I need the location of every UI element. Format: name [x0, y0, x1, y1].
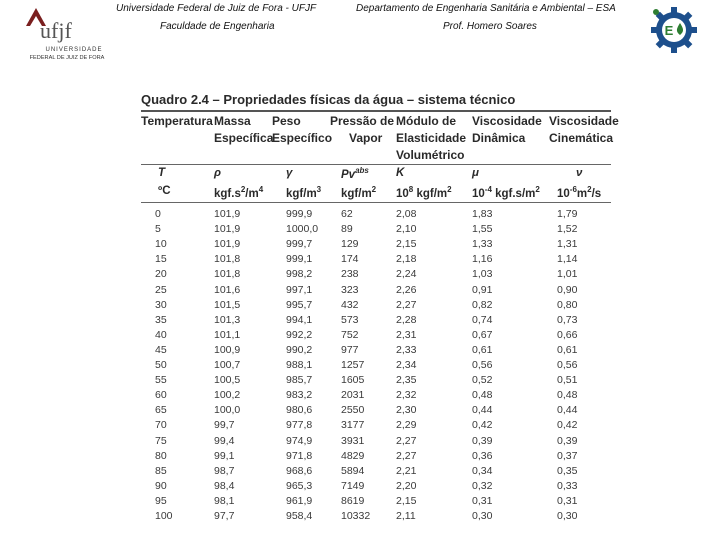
cell-vapor-pressure: 8619 — [341, 494, 365, 507]
cell-vapor-pressure: 10332 — [341, 510, 371, 522]
unit-nu-d: 2 — [587, 185, 592, 194]
cell-dynamic-viscosity: 0,48 — [472, 389, 493, 402]
table-row — [0, 329, 720, 344]
unit-rho-c: /m — [245, 187, 259, 200]
cell-temperature: 45 — [155, 343, 167, 356]
cell-dynamic-viscosity: 0,52 — [472, 374, 493, 387]
symbol-nu: ν — [576, 167, 583, 179]
cell-vapor-pressure: 238 — [341, 268, 359, 281]
unit-rho — [214, 185, 263, 200]
cell-dynamic-viscosity: 1,33 — [472, 238, 493, 251]
ufjf-logo-text: ufjf — [40, 18, 72, 43]
cell-specific-weight: 968,6 — [286, 464, 313, 477]
cell-specific-weight: 980,6 — [286, 404, 313, 417]
cell-specific-weight: 990,2 — [286, 343, 313, 356]
cell-temperature: 60 — [155, 389, 167, 402]
col-header-modulo: Módulo de — [396, 114, 456, 128]
cell-bulk-modulus: 2,27 — [396, 434, 417, 447]
cell-temperature: 65 — [155, 404, 167, 417]
cell-temperature: 95 — [155, 494, 167, 507]
cell-specific-mass: 101,8 — [214, 268, 241, 281]
cell-vapor-pressure: 4829 — [341, 449, 365, 462]
col-header-dinamica: Dinâmica — [472, 131, 526, 145]
cell-vapor-pressure: 5894 — [341, 464, 365, 477]
header-divider — [141, 164, 611, 165]
table-title: Quadro 2.4 – Propriedades físicas da água – sistema técnico — [141, 92, 611, 112]
cell-kinematic-viscosity: 0,66 — [557, 328, 578, 341]
cell-vapor-pressure: 977 — [341, 343, 359, 356]
cell-specific-mass: 97,7 — [214, 510, 235, 522]
cell-vapor-pressure: 323 — [341, 283, 359, 296]
cell-kinematic-viscosity: 0,48 — [557, 389, 578, 402]
cell-specific-mass: 100,2 — [214, 389, 241, 402]
cell-bulk-modulus: 2,27 — [396, 298, 417, 311]
cell-dynamic-viscosity: 0,91 — [472, 283, 493, 296]
cell-dynamic-viscosity: 0,74 — [472, 313, 493, 326]
cell-bulk-modulus: 2,24 — [396, 268, 417, 281]
table-row — [0, 465, 720, 480]
table-row — [0, 344, 720, 359]
table-row — [0, 450, 720, 465]
unit-pv — [341, 185, 376, 200]
cell-dynamic-viscosity: 0,82 — [472, 298, 493, 311]
cell-dynamic-viscosity: 0,34 — [472, 464, 493, 477]
cell-specific-mass: 101,3 — [214, 313, 241, 326]
cell-vapor-pressure: 1257 — [341, 359, 365, 371]
cell-kinematic-viscosity: 0,73 — [557, 313, 578, 326]
cell-bulk-modulus: 2,33 — [396, 343, 417, 356]
cell-kinematic-viscosity: 0,33 — [557, 479, 578, 492]
cell-vapor-pressure: 752 — [341, 328, 359, 341]
cell-vapor-pressure: 129 — [341, 238, 359, 251]
cell-specific-mass: 101,9 — [214, 208, 241, 220]
unit-rho-b: 2 — [240, 185, 246, 194]
unit-mu-a: 10 — [472, 187, 485, 200]
cell-temperature: 5 — [155, 223, 161, 236]
cell-bulk-modulus: 2,28 — [396, 313, 417, 326]
cell-specific-mass: 98,7 — [214, 464, 235, 477]
table-row — [0, 510, 720, 525]
faculty-line: Faculdade de Engenharia — [160, 21, 275, 32]
table-row — [0, 404, 720, 419]
cell-bulk-modulus: 2,15 — [396, 494, 417, 507]
cell-kinematic-viscosity: 0,90 — [557, 283, 578, 296]
unit-k-d: 2 — [447, 185, 452, 194]
table-row — [0, 268, 720, 283]
department-line: Departamento de Engenharia Sanitária e Ambiental – ESA — [356, 3, 616, 14]
cell-dynamic-viscosity: 0,42 — [472, 419, 493, 432]
cell-bulk-modulus: 2,15 — [396, 238, 417, 251]
cell-vapor-pressure: 432 — [341, 298, 359, 311]
cell-temperature: 55 — [155, 374, 167, 387]
cell-dynamic-viscosity: 1,55 — [472, 223, 493, 236]
cell-specific-weight: 992,2 — [286, 328, 313, 341]
cell-kinematic-viscosity: 0,80 — [557, 298, 578, 311]
table-row — [0, 314, 720, 329]
cell-kinematic-viscosity: 0,56 — [557, 359, 578, 371]
cell-kinematic-viscosity: 0,44 — [557, 404, 578, 417]
cell-specific-mass: 100,7 — [214, 359, 241, 371]
ufjf-logo — [12, 4, 122, 62]
esa-logo — [650, 6, 698, 54]
cell-kinematic-viscosity: 1,52 — [557, 223, 578, 236]
col-header-viscosidade-cin: Viscosidade — [549, 114, 619, 128]
unit-nu-e: /s — [591, 187, 602, 200]
cell-temperature: 100 — [155, 510, 173, 522]
cell-specific-weight: 994,1 — [286, 313, 313, 326]
cell-kinematic-viscosity: 0,42 — [557, 419, 578, 432]
cell-temperature: 10 — [155, 238, 167, 251]
table-row — [0, 299, 720, 314]
cell-kinematic-viscosity: 0,61 — [557, 343, 578, 356]
cell-specific-weight: 971,8 — [286, 449, 313, 462]
cell-temperature: 30 — [155, 298, 167, 311]
cell-kinematic-viscosity: 1,79 — [557, 208, 578, 220]
cell-specific-mass: 99,4 — [214, 434, 235, 447]
cell-specific-weight: 965,3 — [286, 479, 313, 492]
unit-mu-b: -4 — [484, 185, 492, 194]
unit-pv-a: kgf/m — [341, 187, 372, 200]
cell-vapor-pressure: 89 — [341, 223, 353, 236]
university-line: Universidade Federal de Juiz de Fora - UFJF — [116, 3, 317, 14]
cell-bulk-modulus: 2,10 — [396, 223, 417, 236]
table-row — [0, 435, 720, 450]
unit-gamma-b: 3 — [316, 185, 322, 194]
cell-dynamic-viscosity: 0,39 — [472, 434, 493, 447]
symbol-t: T — [158, 167, 166, 179]
cell-specific-weight: 958,4 — [286, 510, 313, 522]
unit-rho-d: 4 — [258, 185, 264, 194]
cell-bulk-modulus: 2,29 — [396, 419, 417, 432]
cell-kinematic-viscosity: 0,31 — [557, 494, 578, 507]
cell-vapor-pressure: 7149 — [341, 479, 365, 492]
unit-t: ºC — [158, 185, 171, 197]
cell-temperature: 80 — [155, 449, 167, 462]
cell-specific-weight: 995,7 — [286, 298, 313, 311]
cell-bulk-modulus: 2,18 — [396, 253, 417, 266]
col-header-massa: Massa — [214, 114, 251, 128]
col-header-cinematica: Cinemática — [549, 131, 614, 145]
cell-dynamic-viscosity: 1,03 — [472, 268, 493, 281]
cell-specific-mass: 99,1 — [214, 449, 235, 462]
table-row — [0, 208, 720, 223]
cell-vapor-pressure: 1605 — [341, 374, 365, 387]
cell-dynamic-viscosity: 0,32 — [472, 479, 493, 492]
unit-nu — [557, 185, 601, 200]
cell-kinematic-viscosity: 0,35 — [557, 464, 578, 477]
unit-mu-c: kgf.s/m — [491, 187, 536, 200]
cell-vapor-pressure: 2031 — [341, 389, 365, 402]
cell-specific-weight: 977,8 — [286, 419, 313, 432]
cell-specific-weight: 1000,0 — [286, 223, 319, 236]
cell-specific-mass: 100,9 — [214, 343, 241, 356]
cell-temperature: 15 — [155, 253, 167, 266]
symbol-mu: μ — [472, 167, 479, 179]
unit-k — [396, 185, 452, 200]
unit-pv-b: 2 — [371, 185, 377, 194]
cell-bulk-modulus: 2,21 — [396, 464, 417, 477]
cell-dynamic-viscosity: 0,30 — [472, 510, 493, 522]
unit-nu-a: 10 — [557, 187, 570, 200]
cell-specific-weight: 988,1 — [286, 359, 313, 371]
cell-specific-weight: 983,2 — [286, 389, 313, 402]
cell-dynamic-viscosity: 1,83 — [472, 208, 493, 220]
cell-dynamic-viscosity: 0,61 — [472, 343, 493, 356]
table-row — [0, 389, 720, 404]
cell-specific-mass: 100,0 — [214, 404, 241, 417]
cell-bulk-modulus: 2,27 — [396, 449, 417, 462]
cell-specific-mass: 100,5 — [214, 374, 241, 387]
unit-nu-b: -6 — [569, 185, 577, 194]
cell-specific-mass: 98,4 — [214, 479, 235, 492]
cell-temperature: 40 — [155, 328, 167, 341]
col-header-volumetrico: Volumétrico — [396, 148, 465, 162]
table-row — [0, 359, 720, 374]
cell-temperature: 85 — [155, 464, 167, 477]
unit-gamma — [286, 185, 321, 200]
cell-kinematic-viscosity: 1,14 — [557, 253, 578, 266]
cell-bulk-modulus: 2,20 — [396, 479, 417, 492]
cell-dynamic-viscosity: 0,67 — [472, 328, 493, 341]
cell-kinematic-viscosity: 1,01 — [557, 268, 578, 281]
cell-vapor-pressure: 3931 — [341, 434, 365, 447]
cell-vapor-pressure: 573 — [341, 313, 359, 326]
col-header-especifico: Específico — [272, 131, 333, 145]
col-header-pressao: Pressão de — [330, 114, 395, 128]
units-divider — [141, 202, 611, 203]
table-row — [0, 495, 720, 510]
cell-temperature: 0 — [155, 208, 161, 220]
unit-mu — [472, 185, 540, 200]
col-header-elasticidade: Elasticidade — [396, 131, 467, 145]
table-row — [0, 284, 720, 299]
table-row — [0, 223, 720, 238]
table-row — [0, 419, 720, 434]
unit-mu-d: 2 — [535, 185, 540, 194]
symbol-pv-sup: abs — [355, 166, 369, 175]
cell-dynamic-viscosity: 0,44 — [472, 404, 493, 417]
table-row — [0, 480, 720, 495]
cell-kinematic-viscosity: 0,39 — [557, 434, 578, 447]
symbol-pv-base: Pv — [341, 168, 356, 181]
cell-dynamic-viscosity: 0,36 — [472, 449, 493, 462]
unit-rho-a: kgf.s — [214, 187, 241, 200]
cell-specific-weight: 999,1 — [286, 253, 313, 266]
cell-bulk-modulus: 2,26 — [396, 283, 417, 296]
unit-gamma-a: kgf/m — [286, 187, 317, 200]
cell-dynamic-viscosity: 0,56 — [472, 359, 493, 371]
cell-specific-mass: 101,9 — [214, 238, 241, 251]
cell-specific-weight: 999,7 — [286, 238, 313, 251]
cell-specific-mass: 101,8 — [214, 253, 241, 266]
cell-vapor-pressure: 3177 — [341, 419, 365, 432]
symbol-pv — [341, 166, 369, 181]
cell-kinematic-viscosity: 0,37 — [557, 449, 578, 462]
esa-logo-dot — [653, 9, 659, 15]
professor-line: Prof. Homero Soares — [443, 21, 537, 32]
cell-specific-mass: 99,7 — [214, 419, 235, 432]
cell-specific-mass: 101,9 — [214, 223, 241, 236]
cell-kinematic-viscosity: 0,51 — [557, 374, 578, 387]
cell-temperature: 50 — [155, 359, 167, 371]
table-row — [0, 253, 720, 268]
cell-bulk-modulus: 2,31 — [396, 328, 417, 341]
cell-specific-mass: 101,5 — [214, 298, 241, 311]
table-row — [0, 238, 720, 253]
cell-vapor-pressure: 62 — [341, 208, 353, 220]
cell-specific-weight: 999,9 — [286, 208, 313, 220]
cell-bulk-modulus: 2,11 — [396, 510, 416, 522]
cell-specific-weight: 997,1 — [286, 283, 313, 296]
unit-k-b: 8 — [408, 185, 414, 194]
cell-dynamic-viscosity: 1,16 — [472, 253, 493, 266]
cell-kinematic-viscosity: 0,30 — [557, 510, 578, 522]
cell-specific-mass: 101,1 — [214, 328, 241, 341]
ufjf-logo-caption-1: UNIVERSIDADE — [45, 47, 103, 53]
cell-bulk-modulus: 2,35 — [396, 374, 417, 387]
cell-specific-weight: 998,2 — [286, 268, 313, 281]
cell-specific-weight: 974,9 — [286, 434, 313, 447]
cell-temperature: 75 — [155, 434, 167, 447]
symbol-k: K — [396, 167, 405, 179]
cell-vapor-pressure: 2550 — [341, 404, 365, 417]
unit-k-c: kgf/m — [413, 187, 448, 200]
col-header-vapor: Vapor — [349, 131, 383, 145]
col-header-temperatura: Temperatura — [141, 114, 213, 128]
ufjf-logo-caption-2: FEDERAL DE JUIZ DE FORA — [29, 55, 105, 61]
esa-logo-letter: E — [664, 23, 674, 38]
cell-bulk-modulus: 2,30 — [396, 404, 417, 417]
cell-specific-weight: 961,9 — [286, 494, 313, 507]
unit-nu-c: m — [576, 187, 588, 200]
cell-bulk-modulus: 2,32 — [396, 389, 417, 402]
cell-kinematic-viscosity: 1,31 — [557, 238, 578, 251]
col-header-especifica: Específica — [214, 131, 274, 145]
cell-bulk-modulus: 2,08 — [396, 208, 417, 220]
cell-temperature: 70 — [155, 419, 167, 432]
cell-bulk-modulus: 2,34 — [396, 359, 417, 371]
symbol-rho: ρ — [214, 167, 221, 179]
cell-temperature: 20 — [155, 268, 167, 281]
cell-dynamic-viscosity: 0,31 — [472, 494, 493, 507]
col-header-viscosidade-din: Viscosidade — [472, 114, 542, 128]
cell-temperature: 35 — [155, 313, 167, 326]
cell-specific-weight: 985,7 — [286, 374, 313, 387]
symbol-gamma: γ — [286, 167, 293, 179]
cell-specific-mass: 101,6 — [214, 283, 241, 296]
cell-temperature: 90 — [155, 479, 167, 492]
unit-k-a: 10 — [396, 187, 409, 200]
col-header-peso: Peso — [272, 114, 301, 128]
cell-vapor-pressure: 174 — [341, 253, 359, 266]
table-row — [0, 374, 720, 389]
cell-temperature: 25 — [155, 283, 167, 296]
cell-specific-mass: 98,1 — [214, 494, 235, 507]
